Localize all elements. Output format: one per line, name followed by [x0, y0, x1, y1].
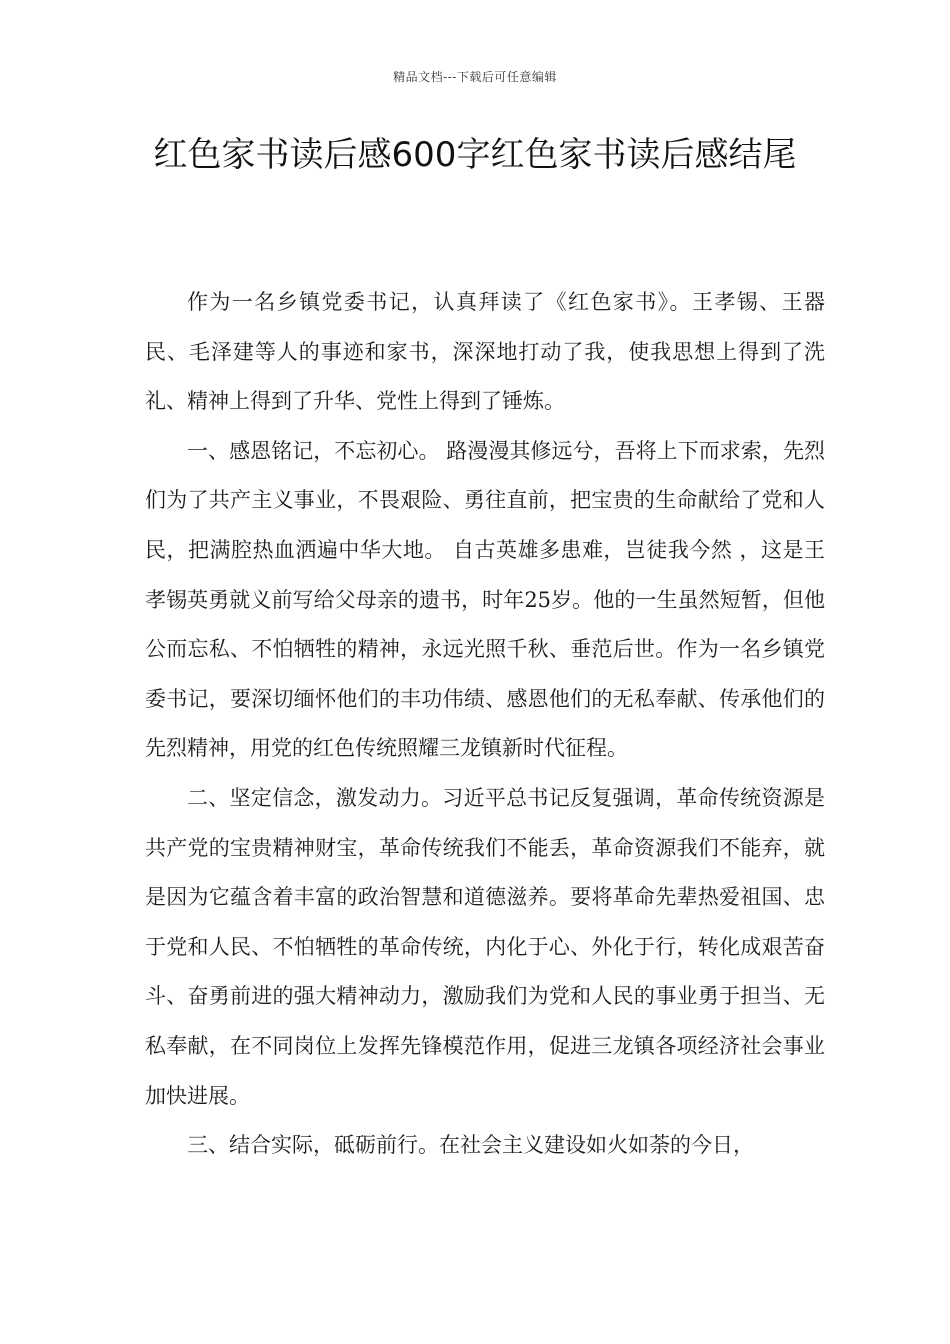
- paragraph-intro: 作为一名乡镇党委书记，认真拜读了《红色家书》。王孝锡、王器民、毛泽建等人的事迹和家书，深深地打动了我，使我思想上得到了洗礼、精神上得到了升华、党性上得到了锤炼。: [145, 290, 825, 414]
- paragraph-section-3: 三、结合实际，砥砺前行。在社会主义建设如火如荼的今日，: [187, 1133, 754, 1158]
- paragraph-section-1: 一、感恩铭记，不忘初心。 路漫漫其修远兮，吾将上下而求索，先烈们为了共产主义事业，不畏艰险、勇往直前，把宝贵的生命献给了党和人民，把满腔热血洒遍中华大地。 自古英雄多患难，岂徒我今然 ，这是王孝锡英勇就义前写给父母亲的遗书，时年25岁。他的一生虽然短暂，但他公而忘私、不怕牺牲的精神，永远光照千秋、垂范后世。作为一名乡镇党委书记，要深切缅怀他们的丰功伟绩、感恩他们的无私奉献、传承他们的先烈精神，用党的红色传统照耀三龙镇新时代征程。: [145, 438, 825, 761]
- document-title: 红色家书读后感600字红色家书读后感结尾: [153, 135, 797, 175]
- page-header: 精品文档---下载后可任意编辑: [393, 70, 557, 84]
- paragraph-section-2: 二、坚定信念，激发动力。习近平总书记反复强调，革命传统资源是共产党的宝贵精神财宝，革命传统我们不能丢，革命资源我们不能弃，就是因为它蕴含着丰富的政治智慧和道德滋养。要将革命先辈热爱祖国、忠于党和人民、不怕牺牲的革命传统，内化于心、外化于行，转化成艰苦奋斗、奋勇前进的强大精神动力，激励我们为党和人民的事业勇于担当、无私奉献，在不同岗位上发挥先锋模范作用，促进三龙镇各项经济社会事业加快进展。: [145, 785, 825, 1108]
- document-body: [145, 278, 825, 1171]
